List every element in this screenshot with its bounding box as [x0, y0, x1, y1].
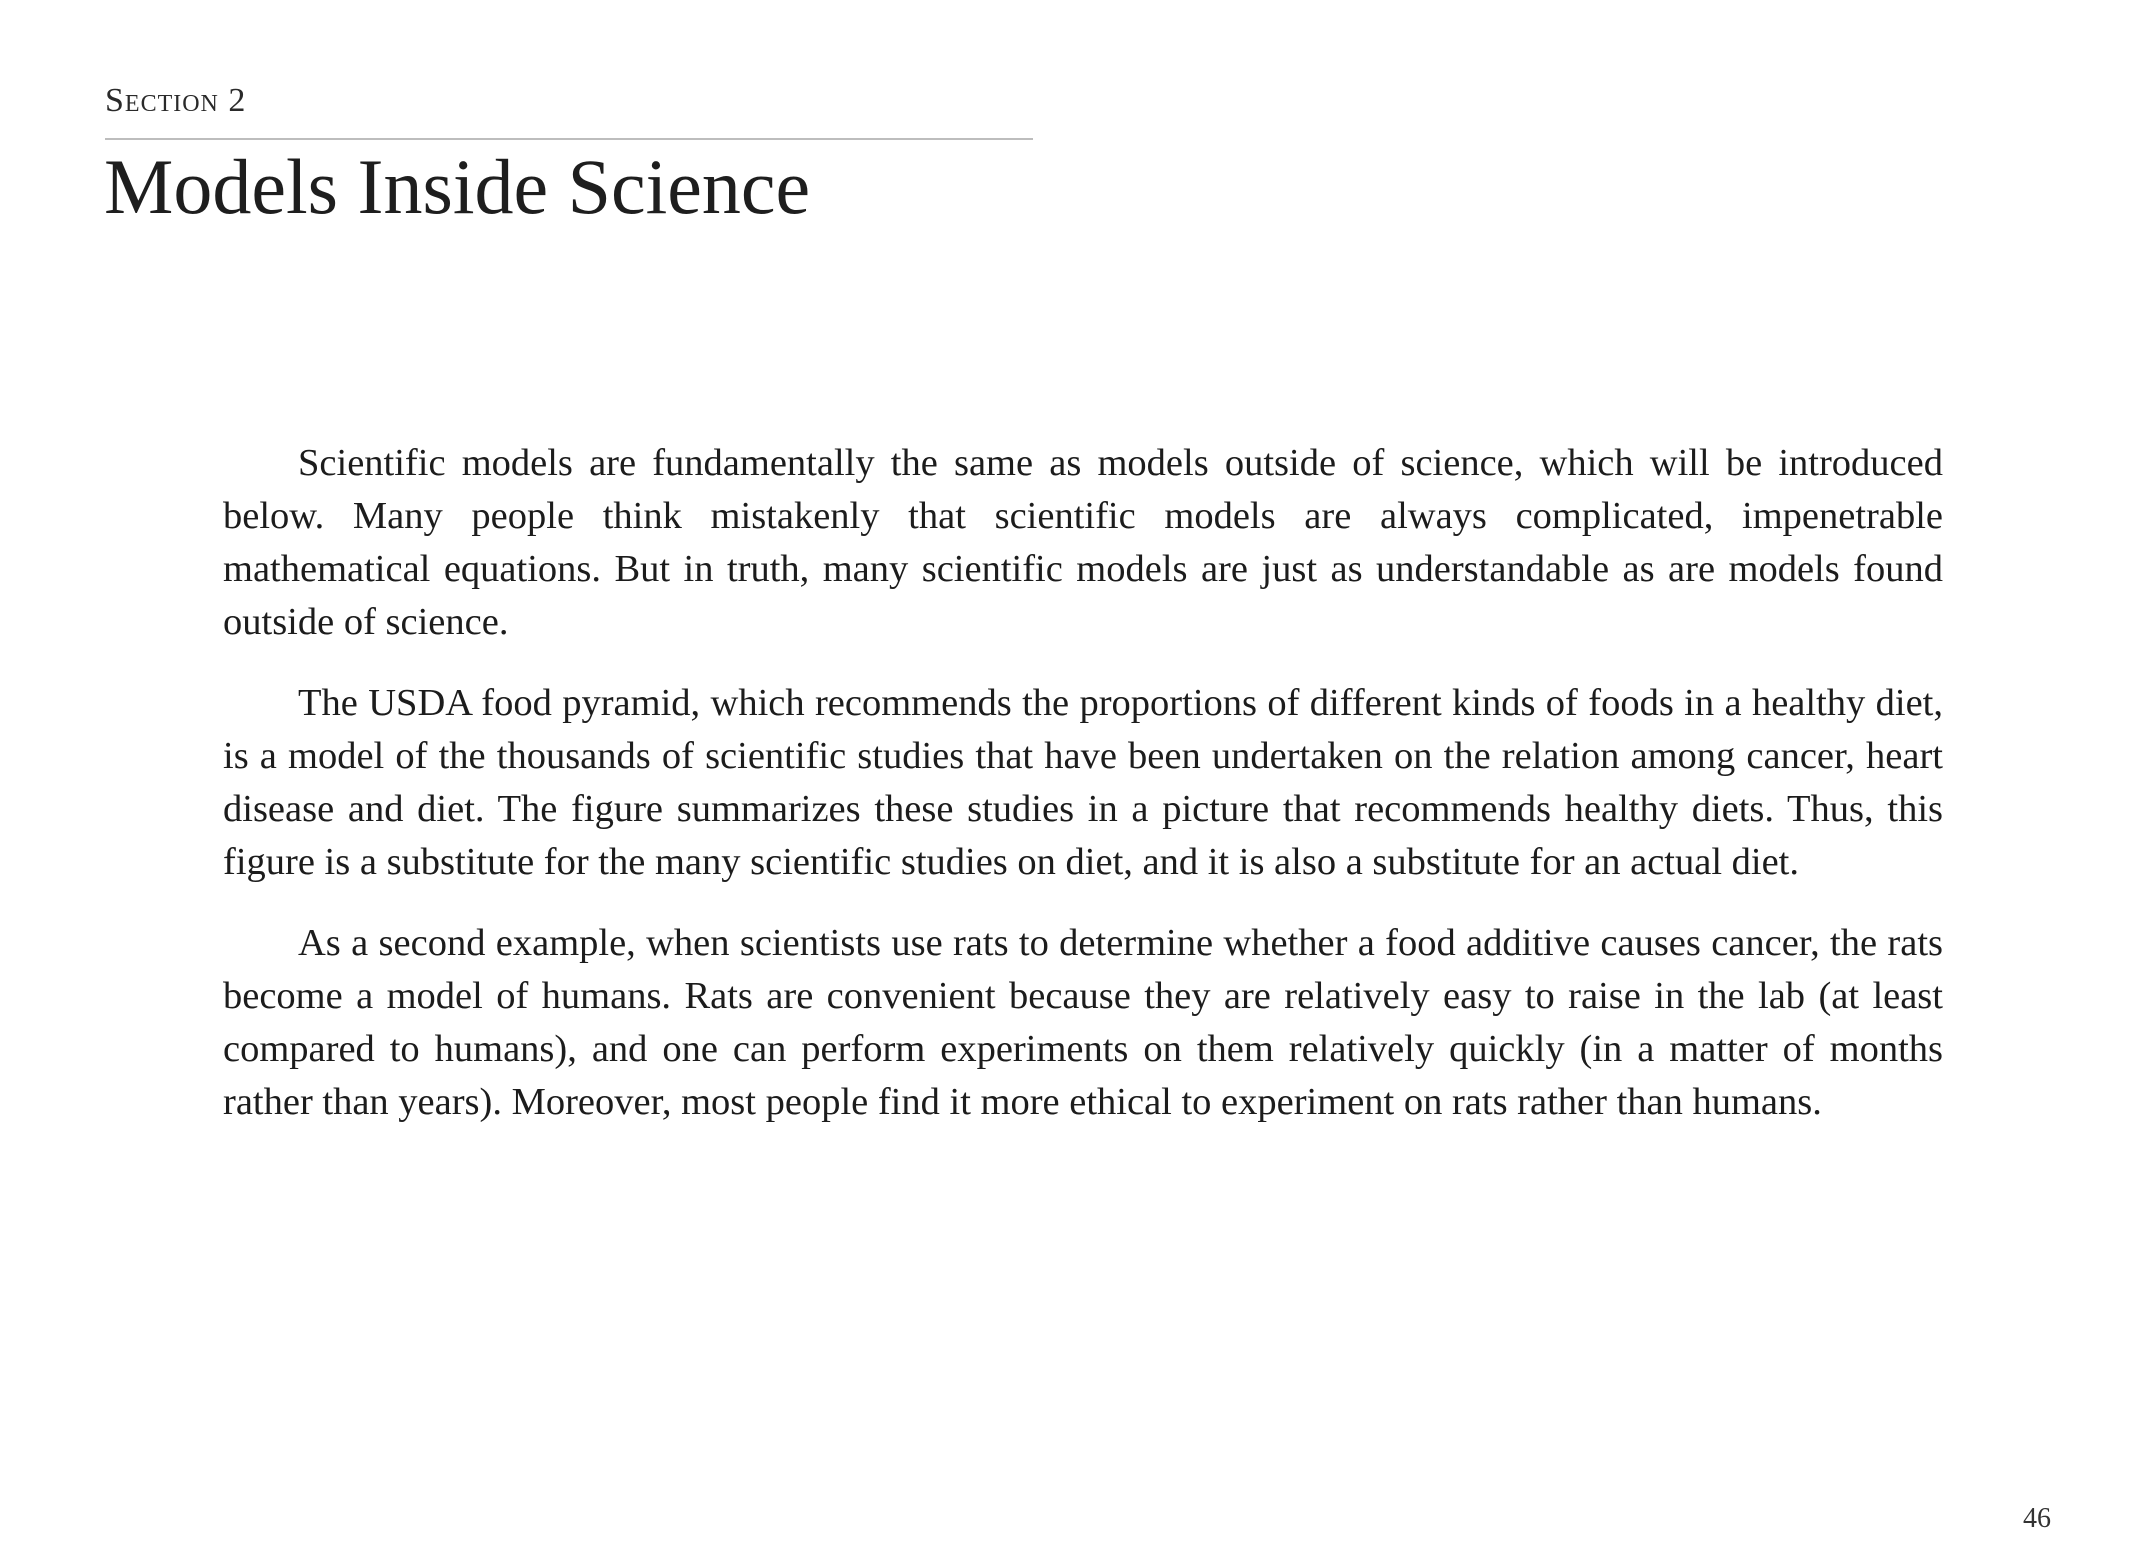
section-divider — [105, 138, 1033, 140]
page-number: 46 — [2023, 1503, 2051, 1534]
section-label: Section 2 — [105, 82, 247, 119]
section-title: Models Inside Science — [104, 143, 811, 230]
paragraph-3: As a second example, when scientists use rats to determine whether a food additive causes cancer, the rats become a model of humans. Rats are convenient because they are relatively easy to raise in the lab (at least compared to humans), and one can perform experiments on them relatively quickly (in a matter of months rather than years). Moreover, most people find it more ethical to experiment on rats rather than humans. — [223, 922, 1943, 1123]
paragraph-1: Scientific models are fundamentally the same as models outside of science, which will be introduced below. Many people think mistakenly that scientific models are always complicated, impenetrable mathematical equations. But in truth, many scientific models are just as understandable as are models found outside of science. — [223, 442, 1943, 643]
paragraph-2: The USDA food pyramid, which recommends the proportions of different kinds of foods in a healthy diet, is a model of the thousands of scientific studies that have been undertaken on the relation among cancer, heart disease and diet. The figure summarizes these studies in a picture that recommends healthy diets. Thus, this figure is a substitute for the many scientific studies on diet, and it is also a substitute for an actual diet. — [223, 682, 1943, 883]
body-text — [223, 437, 1943, 1157]
